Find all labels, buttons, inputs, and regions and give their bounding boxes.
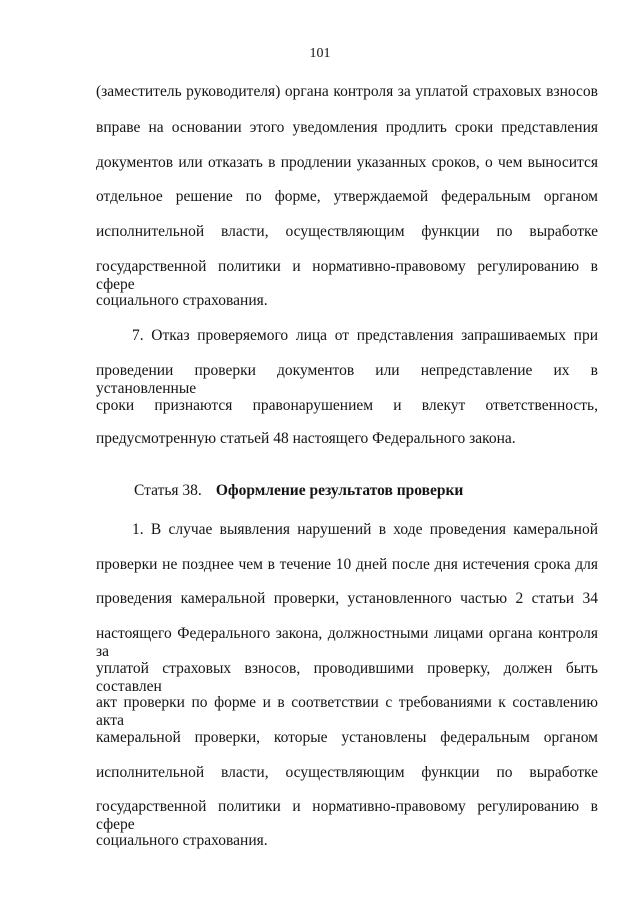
article-title: Оформление результатов проверки (215, 482, 464, 499)
paragraph-1-line-5: исполнительной власти, осуществляющим функции по выработке (96, 223, 598, 240)
paragraph-1-line-6: государственной политики и нормативно-правовому регулированию в сфере (96, 258, 598, 293)
article-paragraph-1-line-1: 1. В случае выявления нарушений в ходе проведения камеральной (132, 521, 598, 538)
paragraph-7-line-2: проведении проверки документов или непредставление их в установленные (96, 362, 598, 397)
article-heading (134, 482, 594, 500)
paragraph-7-line-3: сроки признаются правонарушением и влекут ответственность, (96, 397, 598, 414)
page-number: 101 (309, 46, 331, 61)
article-paragraph-1-line-8: исполнительной власти, осуществляющим функции по выработке (96, 764, 598, 781)
article-paragraph-1-line-10: социального страхования. (96, 832, 268, 849)
article-paragraph-1-line-5: уплатой страховых взносов, проводившими проверку, должен быть составлен (96, 660, 598, 695)
paragraph-7-line-4: предусмотренную статьей 48 настоящего Федерального закона. (96, 430, 516, 447)
paragraph-1-line-4: отдельное решение по форме, утверждаемой федеральным органом (96, 188, 598, 205)
article-paragraph-1-line-2: проверки не позднее чем в течение 10 дней после дня истечения срока для (96, 556, 598, 573)
article-paragraph-1-line-7: камеральной проверки, которые установлены федеральным органом (96, 729, 598, 746)
paragraph-1-line-1: (заместитель руководителя) органа контроля за уплатой страховых взносов (96, 83, 598, 100)
article-paragraph-1-line-9: государственной политики и нормативно-правовому регулированию в сфере (96, 798, 598, 833)
article-paragraph-1-line-4: настоящего Федерального закона, должностными лицами органа контроля за (96, 625, 598, 660)
paragraph-1-line-2: вправе на основании этого уведомления продлить сроки представления (96, 119, 598, 136)
paragraph-7-line-1: 7. Отказ проверяемого лица от представления запрашиваемых при (132, 327, 598, 344)
paragraph-1-line-3: документов или отказать в продлении указанных сроков, о чем выносится (96, 154, 598, 171)
article-label: Статья 38. (134, 482, 202, 499)
paragraph-1-line-7: социального страхования. (96, 292, 268, 309)
article-paragraph-1-line-6: акт проверки по форме и в соответствии с требованиями к составлению акта (96, 694, 598, 729)
article-paragraph-1-line-3: проведения камеральной проверки, установленного частью 2 статьи 34 (96, 590, 598, 607)
